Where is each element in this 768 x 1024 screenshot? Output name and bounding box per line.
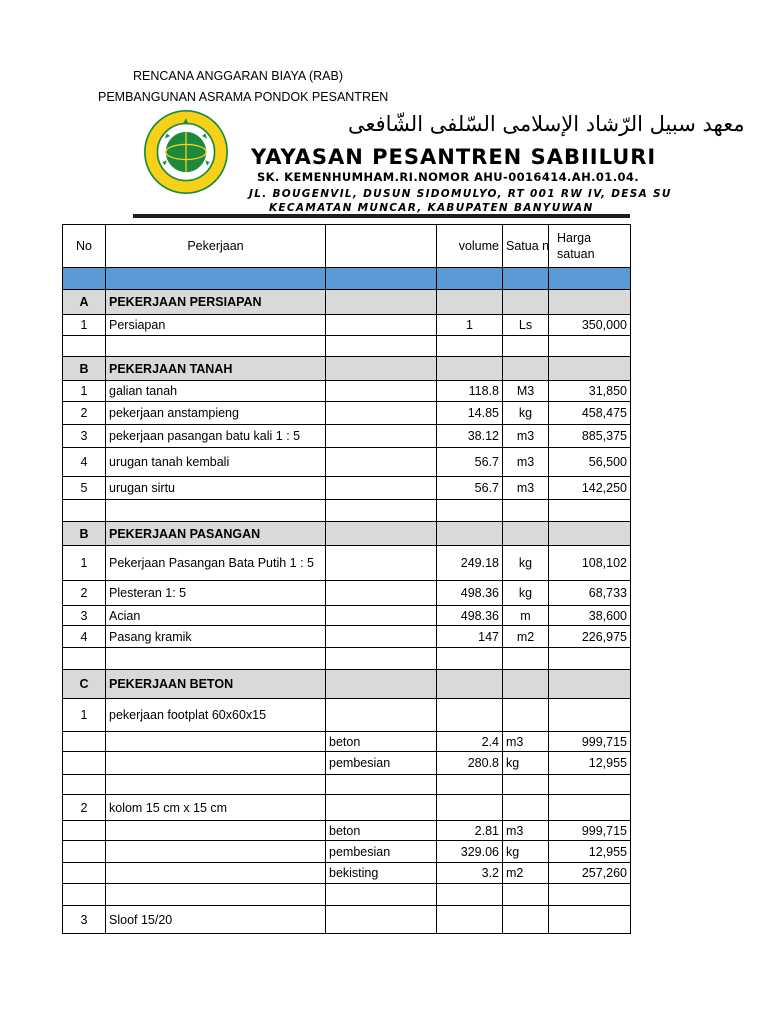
item-sub-name xyxy=(326,381,437,402)
address-line-2: KECAMATAN MUNCAR, KABUPATEN BANYUWAN xyxy=(269,202,594,214)
blank-cell xyxy=(549,290,631,315)
blank-cell xyxy=(503,670,549,699)
item-sub-name: beton xyxy=(326,821,437,841)
item-unit: kg xyxy=(503,581,549,606)
blank-cell xyxy=(63,775,106,795)
item-volume: 56.7 xyxy=(437,477,503,500)
item-no xyxy=(63,752,106,775)
item-row xyxy=(63,606,631,626)
item-name: kolom 15 cm x 15 cm xyxy=(106,795,326,821)
blank-cell xyxy=(549,357,631,381)
blank-cell xyxy=(326,500,437,522)
item-price xyxy=(549,906,631,934)
item-unit: kg xyxy=(503,841,549,863)
section-title: PEKERJAAN TANAH xyxy=(106,357,326,381)
item-name xyxy=(106,841,326,863)
item-price: 142,250 xyxy=(549,477,631,500)
blank-cell xyxy=(549,670,631,699)
item-sub-name xyxy=(326,448,437,477)
item-sub-name xyxy=(326,315,437,336)
blank-cell xyxy=(326,336,437,357)
header-blank xyxy=(326,225,437,268)
blank-cell xyxy=(326,775,437,795)
item-unit: Ls xyxy=(503,315,549,336)
blank-cell xyxy=(437,336,503,357)
item-row xyxy=(63,906,631,934)
header-harga: Harga satuan xyxy=(549,225,631,268)
item-no: 4 xyxy=(63,626,106,648)
item-price: 999,715 xyxy=(549,821,631,841)
header-satuan: Satua n xyxy=(503,225,549,268)
item-no: 4 xyxy=(63,448,106,477)
item-name xyxy=(106,821,326,841)
item-sub-name: pembesian xyxy=(326,752,437,775)
item-unit: m3 xyxy=(503,732,549,752)
blank-cell xyxy=(549,500,631,522)
blank-cell xyxy=(326,670,437,699)
section-code: C xyxy=(63,670,106,699)
address-line-1: JL. BOUGENVIL, DUSUN SIDOMULYO, RT 001 RW IV, DESA SU xyxy=(249,188,672,200)
blank-cell xyxy=(326,290,437,315)
empty-row xyxy=(63,500,631,522)
item-no: 2 xyxy=(63,581,106,606)
blank-cell xyxy=(326,884,437,906)
item-row xyxy=(63,699,631,732)
item-name xyxy=(106,752,326,775)
item-unit: M3 xyxy=(503,381,549,402)
blank-cell xyxy=(63,500,106,522)
item-name: Pasang kramik xyxy=(106,626,326,648)
budget-table xyxy=(62,224,631,934)
item-no xyxy=(63,841,106,863)
item-price: 999,715 xyxy=(549,732,631,752)
item-price: 31,850 xyxy=(549,381,631,402)
item-name: Plesteran 1: 5 xyxy=(106,581,326,606)
item-name: galian tanah xyxy=(106,381,326,402)
item-no: 2 xyxy=(63,402,106,425)
item-volume: 2.4 xyxy=(437,732,503,752)
letterhead-rule xyxy=(133,214,630,218)
blank-cell xyxy=(63,336,106,357)
item-row xyxy=(63,402,631,425)
document-title: RENCANA ANGGARAN BIAYA (RAB) xyxy=(133,69,344,83)
foundation-logo-icon xyxy=(144,110,228,194)
item-no: 3 xyxy=(63,425,106,448)
blank-cell xyxy=(63,268,106,290)
blank-cell xyxy=(549,775,631,795)
section-code: B xyxy=(63,357,106,381)
item-volume: 14.85 xyxy=(437,402,503,425)
blank-cell xyxy=(503,268,549,290)
item-volume xyxy=(437,906,503,934)
section-row xyxy=(63,357,631,381)
org-name: YAYASAN PESANTREN SABIILURI xyxy=(251,145,657,169)
item-name xyxy=(106,732,326,752)
section-code: A xyxy=(63,290,106,315)
item-no xyxy=(63,821,106,841)
sub-item-row xyxy=(63,821,631,841)
item-unit: m2 xyxy=(503,626,549,648)
item-price: 38,600 xyxy=(549,606,631,626)
blank-cell xyxy=(106,884,326,906)
item-price: 12,955 xyxy=(549,841,631,863)
item-row xyxy=(63,381,631,402)
blank-cell xyxy=(106,775,326,795)
header-volume: volume xyxy=(437,225,503,268)
item-no xyxy=(63,732,106,752)
item-name: Pekerjaan Pasangan Bata Putih 1 : 5 xyxy=(106,546,326,581)
item-row xyxy=(63,477,631,500)
item-price: 68,733 xyxy=(549,581,631,606)
item-unit: m2 xyxy=(503,863,549,884)
item-row xyxy=(63,425,631,448)
item-volume xyxy=(437,795,503,821)
empty-row xyxy=(63,884,631,906)
item-unit: m3 xyxy=(503,821,549,841)
item-volume: 1 xyxy=(437,315,503,336)
item-unit: kg xyxy=(503,752,549,775)
item-sub-name xyxy=(326,425,437,448)
section-title: PEKERJAAN BETON xyxy=(106,670,326,699)
blank-cell xyxy=(503,522,549,546)
section-row xyxy=(63,670,631,699)
item-sub-name xyxy=(326,699,437,732)
blank-cell xyxy=(437,357,503,381)
arabic-org-name: معهد سبيل الرّشاد الإسلامى السّلفى الشّافعى xyxy=(348,112,745,136)
blank-cell xyxy=(437,775,503,795)
blank-cell xyxy=(106,268,326,290)
blank-cell xyxy=(63,884,106,906)
sub-item-row xyxy=(63,863,631,884)
item-unit xyxy=(503,795,549,821)
blank-cell xyxy=(326,268,437,290)
item-volume: 147 xyxy=(437,626,503,648)
blank-cell xyxy=(503,884,549,906)
section-row xyxy=(63,290,631,315)
item-volume: 2.81 xyxy=(437,821,503,841)
blank-cell xyxy=(63,648,106,670)
item-sub-name: beton xyxy=(326,732,437,752)
item-unit: m3 xyxy=(503,425,549,448)
item-price xyxy=(549,699,631,732)
section-title: PEKERJAAN PASANGAN xyxy=(106,522,326,546)
item-name: urugan tanah kembali xyxy=(106,448,326,477)
item-price xyxy=(549,795,631,821)
item-price: 12,955 xyxy=(549,752,631,775)
section-title: PEKERJAAN PERSIAPAN xyxy=(106,290,326,315)
blank-cell xyxy=(437,522,503,546)
item-row xyxy=(63,546,631,581)
empty-row xyxy=(63,336,631,357)
blank-cell xyxy=(437,268,503,290)
blank-cell xyxy=(549,648,631,670)
item-volume: 498.36 xyxy=(437,606,503,626)
item-sub-name xyxy=(326,581,437,606)
blank-cell xyxy=(503,500,549,522)
header-pekerjaan: Pekerjaan xyxy=(106,225,326,268)
item-sub-name: pembesian xyxy=(326,841,437,863)
blank-cell xyxy=(326,648,437,670)
blank-cell xyxy=(503,290,549,315)
table-header-row xyxy=(63,225,631,268)
blank-cell xyxy=(437,290,503,315)
item-volume: 118.8 xyxy=(437,381,503,402)
section-row xyxy=(63,522,631,546)
item-unit: kg xyxy=(503,402,549,425)
item-volume: 38.12 xyxy=(437,425,503,448)
letterhead xyxy=(133,108,745,218)
item-row xyxy=(63,795,631,821)
item-volume: 498.36 xyxy=(437,581,503,606)
item-name: pekerjaan anstampieng xyxy=(106,402,326,425)
blank-cell xyxy=(549,884,631,906)
item-row xyxy=(63,581,631,606)
item-volume: 56.7 xyxy=(437,448,503,477)
blank-cell xyxy=(503,648,549,670)
item-sub-name: bekisting xyxy=(326,863,437,884)
blank-cell xyxy=(437,500,503,522)
item-no: 1 xyxy=(63,315,106,336)
blank-cell xyxy=(549,336,631,357)
document-subtitle: PEMBANGUNAN ASRAMA PONDOK PESANTREN xyxy=(98,90,389,104)
item-sub-name xyxy=(326,906,437,934)
item-volume: 3.2 xyxy=(437,863,503,884)
item-sub-name xyxy=(326,477,437,500)
item-unit xyxy=(503,906,549,934)
section-code: B xyxy=(63,522,106,546)
blank-cell xyxy=(549,522,631,546)
blank-cell xyxy=(106,648,326,670)
item-price: 108,102 xyxy=(549,546,631,581)
item-unit: m3 xyxy=(503,477,549,500)
header-no: No xyxy=(63,225,106,268)
item-no: 5 xyxy=(63,477,106,500)
item-name: Sloof 15/20 xyxy=(106,906,326,934)
item-no: 1 xyxy=(63,381,106,402)
item-no: 3 xyxy=(63,906,106,934)
item-price: 56,500 xyxy=(549,448,631,477)
item-sub-name xyxy=(326,606,437,626)
item-unit: m3 xyxy=(503,448,549,477)
item-no: 3 xyxy=(63,606,106,626)
item-name: pekerjaan footplat 60x60x15 xyxy=(106,699,326,732)
item-name: Acian xyxy=(106,606,326,626)
item-row xyxy=(63,448,631,477)
blank-cell xyxy=(326,522,437,546)
blank-cell xyxy=(503,357,549,381)
item-volume: 329.06 xyxy=(437,841,503,863)
item-price: 885,375 xyxy=(549,425,631,448)
blank-cell xyxy=(503,336,549,357)
blank-cell xyxy=(437,670,503,699)
item-no: 2 xyxy=(63,795,106,821)
item-volume: 249.18 xyxy=(437,546,503,581)
blank-cell xyxy=(106,336,326,357)
blank-cell xyxy=(549,268,631,290)
item-no: 1 xyxy=(63,546,106,581)
empty-row xyxy=(63,775,631,795)
item-no: 1 xyxy=(63,699,106,732)
sub-item-row xyxy=(63,752,631,775)
sub-item-row xyxy=(63,841,631,863)
item-sub-name xyxy=(326,546,437,581)
item-row xyxy=(63,315,631,336)
sub-item-row xyxy=(63,732,631,752)
highlight-row xyxy=(63,268,631,290)
blank-cell xyxy=(106,500,326,522)
item-price: 458,475 xyxy=(549,402,631,425)
item-unit: m xyxy=(503,606,549,626)
item-name: urugan sirtu xyxy=(106,477,326,500)
blank-cell xyxy=(503,775,549,795)
item-price: 350,000 xyxy=(549,315,631,336)
item-volume: 280.8 xyxy=(437,752,503,775)
item-unit xyxy=(503,699,549,732)
blank-cell xyxy=(326,357,437,381)
empty-row xyxy=(63,648,631,670)
blank-cell xyxy=(437,884,503,906)
item-price: 226,975 xyxy=(549,626,631,648)
item-no xyxy=(63,863,106,884)
item-sub-name xyxy=(326,402,437,425)
item-sub-name xyxy=(326,795,437,821)
item-unit: kg xyxy=(503,546,549,581)
item-name: pekerjaan pasangan batu kali 1 : 5 xyxy=(106,425,326,448)
blank-cell xyxy=(437,648,503,670)
item-volume xyxy=(437,699,503,732)
item-name xyxy=(106,863,326,884)
item-row xyxy=(63,626,631,648)
item-price: 257,260 xyxy=(549,863,631,884)
item-sub-name xyxy=(326,626,437,648)
registration-number: SK. KEMENHUMHAM.RI.NOMOR AHU-0016414.AH.01.04. xyxy=(257,170,640,184)
item-name: Persiapan xyxy=(106,315,326,336)
